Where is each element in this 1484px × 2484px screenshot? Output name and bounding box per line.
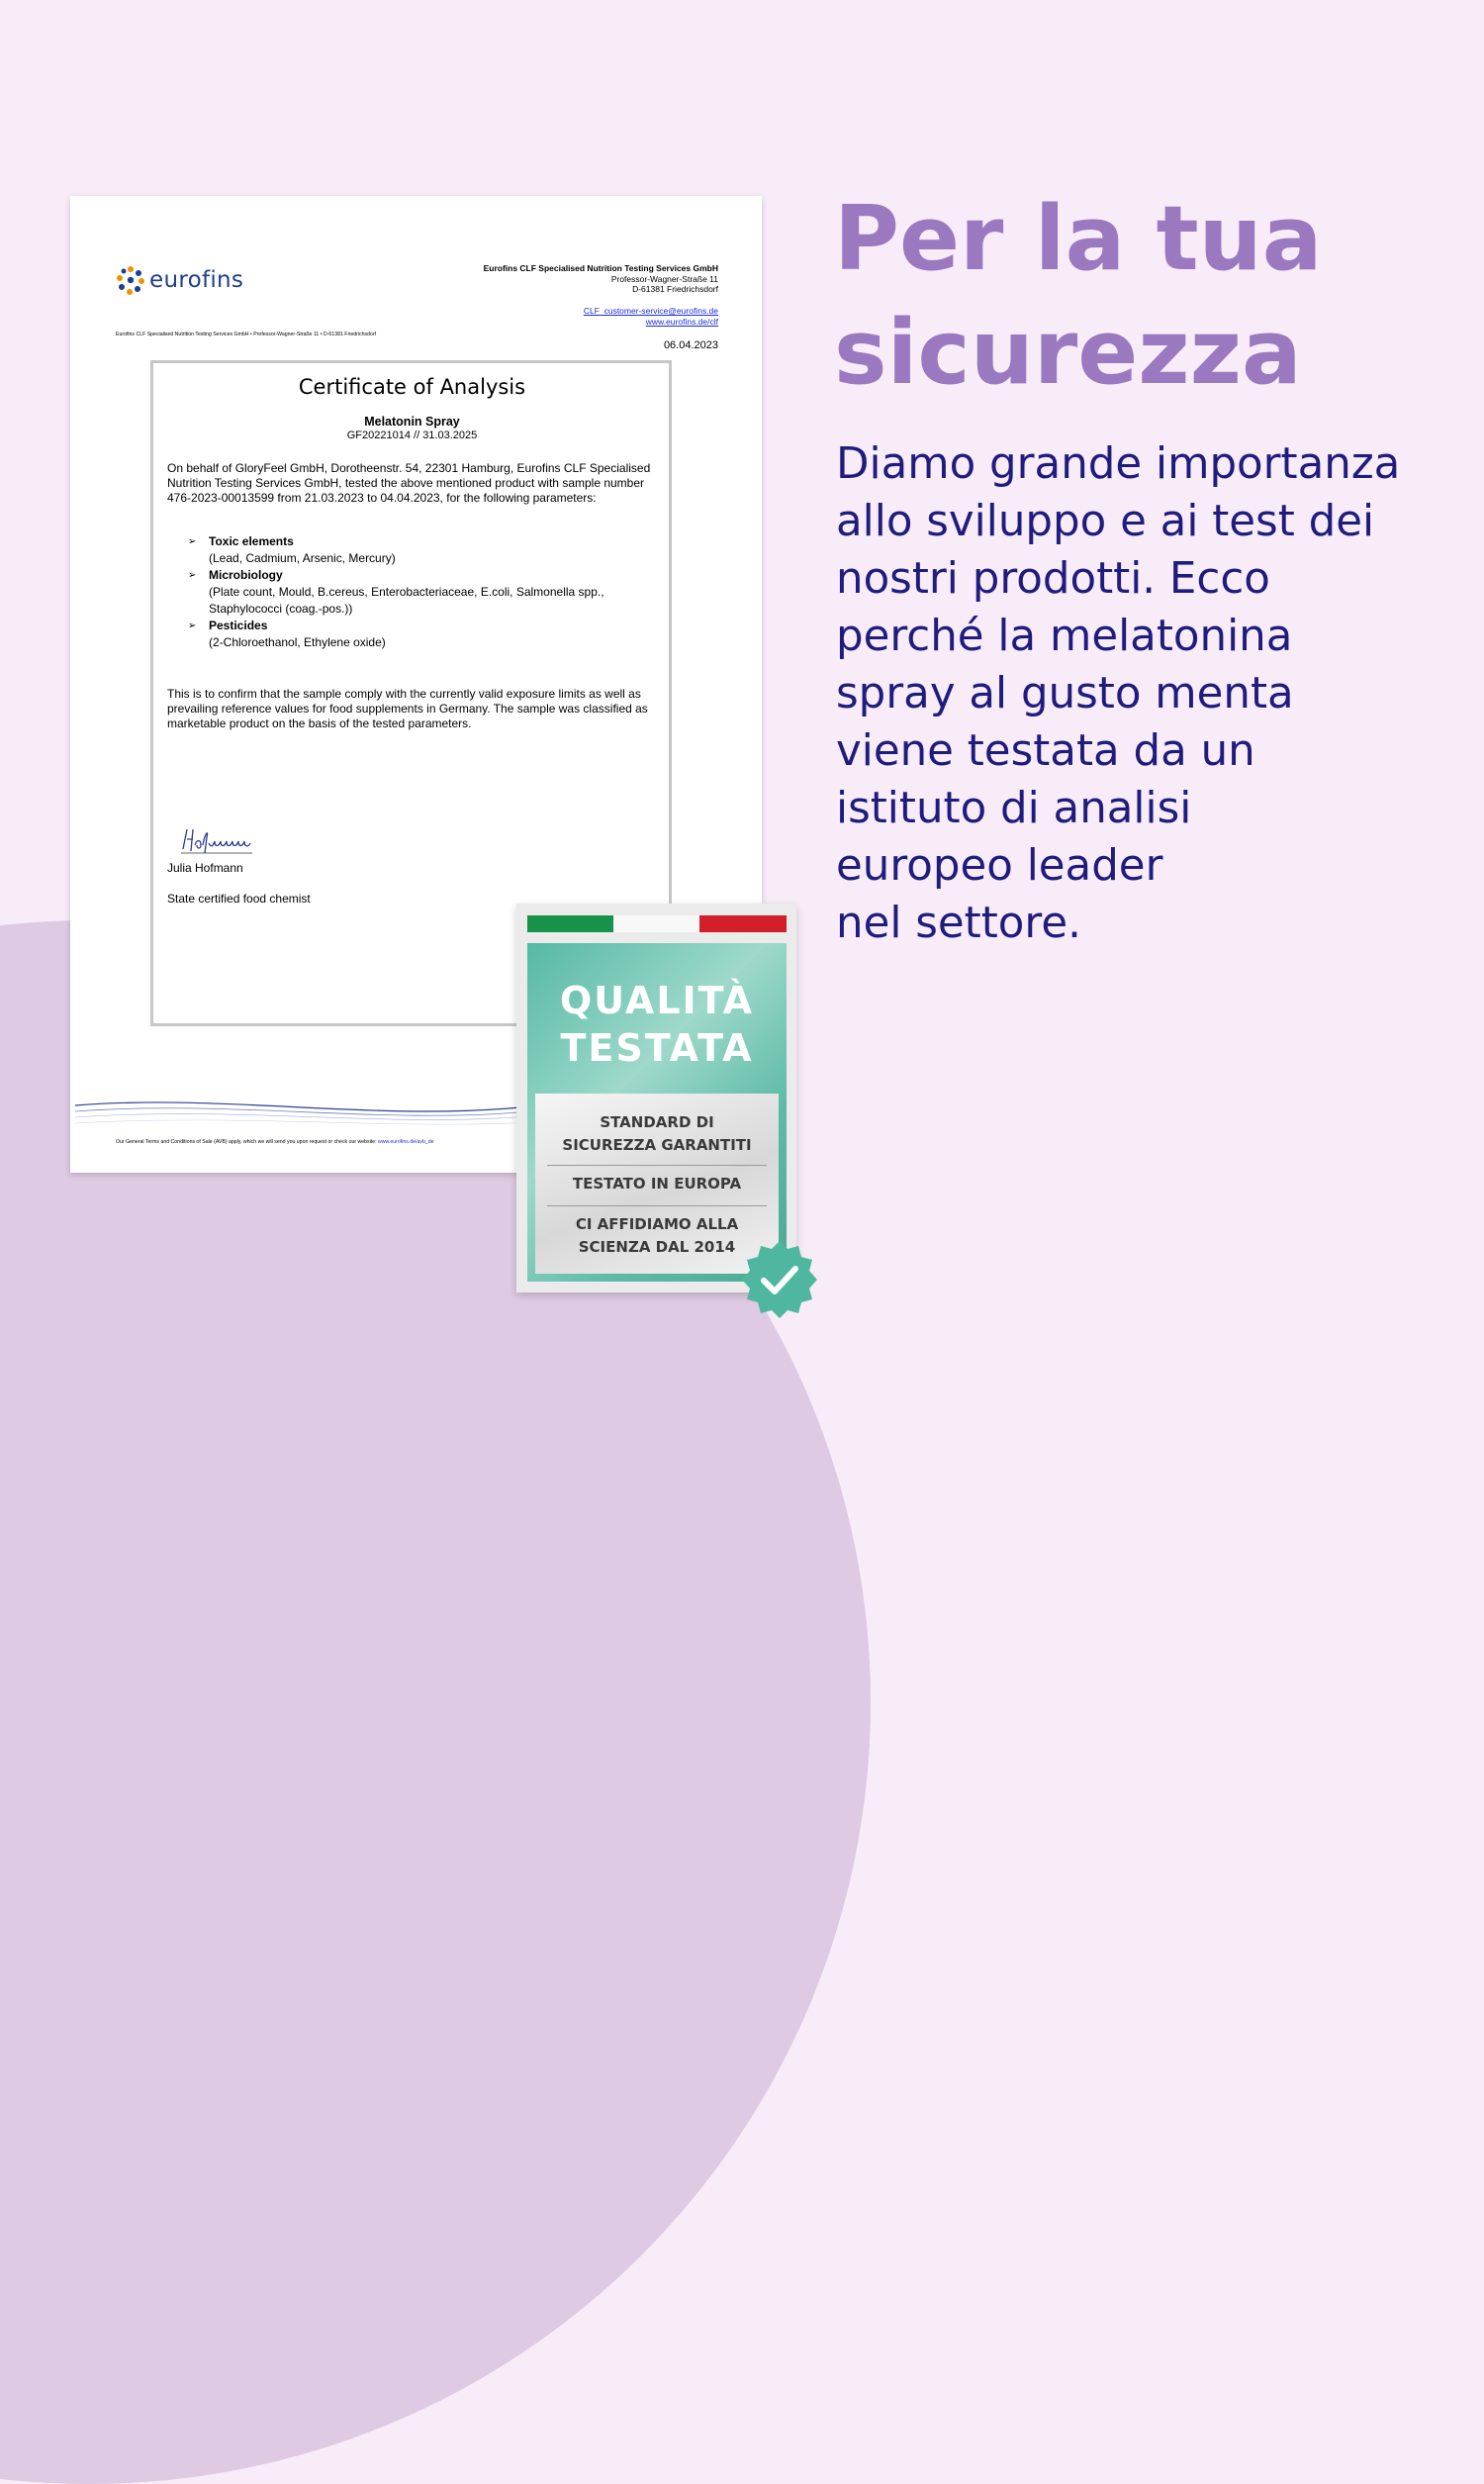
bullet-arrow-icon: ➢	[188, 621, 197, 631]
website-link[interactable]: www.eurofins.de/clf	[645, 316, 718, 327]
lab-street: Professor-Wagner-Straße 11	[610, 273, 718, 284]
badge-title-line2: TESTATA	[560, 1026, 754, 1070]
eurofins-logo	[116, 265, 243, 295]
lab-city: D-61381 Friedrichsdorf	[632, 284, 718, 294]
lab-contact-links	[584, 306, 718, 327]
parameter-detail: (2-Chloroethanol, Ethylene oxide)	[209, 635, 386, 649]
signature-icon	[179, 823, 254, 857]
body-text: Diamo grande importanza allo sviluppo e ai test dei nostri prodotti. Ecco perché la melatonina spray al gusto menta viene testata da un istituto di analisi europeo leader nel settore.	[836, 439, 1401, 948]
email-link[interactable]: CLF_customer-service@eurofins.de	[583, 306, 718, 316]
parameter-list	[167, 533, 657, 651]
parameter-title: Pesticides	[209, 619, 268, 632]
badge-line: TESTATO IN EUROPA	[572, 1175, 742, 1193]
batch-number: GF20221014 // 31.03.2025	[346, 430, 478, 441]
footer-text: Our General Terms and Conditions of Sale (AVB) apply, which we will send you upon request or check our website:	[116, 1139, 378, 1145]
badge-divider	[547, 1165, 767, 1166]
bullet-arrow-icon: ➢	[188, 536, 197, 547]
parameter-item	[167, 618, 657, 651]
badge-divider	[547, 1205, 767, 1206]
badge-title-line1: QUALITÀ	[559, 979, 755, 1022]
lab-address	[484, 263, 718, 295]
flag-red-stripe	[699, 915, 787, 932]
badge-line: STANDARD DI	[600, 1113, 714, 1131]
signer-role: State certified food chemist	[167, 892, 311, 906]
parameter-detail: (Plate count, Mould, B.cereus, Enterobacteriaceae, E.coli, Salmonella spp., Staphylococci (coag.-pos.))	[209, 585, 604, 616]
parameter-item	[167, 533, 657, 567]
badge-line: SICUREZZA GARANTITI	[562, 1136, 752, 1154]
certificate-title: Certificate of Analysis	[298, 375, 526, 399]
confirmation-paragraph: This is to confirm that the sample comply with the currently valid exposure limits as well as prevailing reference values for food supplements in Germany. The sample was classified as marketable product on the basis of the tested parameters.	[167, 687, 648, 730]
product-name: Melatonin Spray	[364, 415, 460, 429]
flag-white-stripe	[613, 915, 699, 932]
eurofins-logo-icon	[116, 265, 145, 295]
flag-green-stripe	[527, 915, 613, 932]
bullet-arrow-icon: ➢	[188, 570, 197, 581]
headline: Per la tua sicurezza	[834, 187, 1323, 405]
signer-name: Julia Hofmann	[167, 861, 243, 875]
badge-title	[527, 977, 787, 1072]
parameter-title: Microbiology	[209, 568, 283, 582]
parameter-item	[167, 567, 657, 618]
check-seal-icon	[739, 1239, 820, 1320]
badge-line: CI AFFIDIAMO ALLA	[575, 1215, 739, 1233]
sender-line: Eurofins CLF Specialised Nutrition Testing Services GmbH • Professor-Wagner-Straße 11 • D-61381 Friedrichsdorf	[116, 332, 377, 337]
parameter-title: Toxic elements	[209, 534, 294, 548]
certificate-date: 06.04.2023	[663, 339, 718, 351]
badge-line: SCIENZA DAL 2014	[578, 1238, 736, 1256]
badge-panel	[527, 943, 787, 1282]
quality-badge	[516, 904, 796, 1292]
footer-link[interactable]: www.eurofins.de/avb_de	[377, 1139, 434, 1145]
parameter-detail: (Lead, Cadmium, Arsenic, Mercury)	[209, 551, 396, 565]
lab-company-name: Eurofins CLF Specialised Nutrition Testing Services GmbH	[483, 263, 718, 273]
logo-wordmark: eurofins	[149, 267, 244, 293]
intro-paragraph: On behalf of GloryFeel GmbH, Dorotheenstr. 54, 22301 Hamburg, Eurofins CLF Specialised Nutrition Testing Services GmbH, tested the above mentioned product with sample number 476-2023-00013599 from 21.03.2023 to 04.04.2023, for the following parameters:	[167, 461, 651, 505]
footer-terms	[116, 1139, 434, 1145]
